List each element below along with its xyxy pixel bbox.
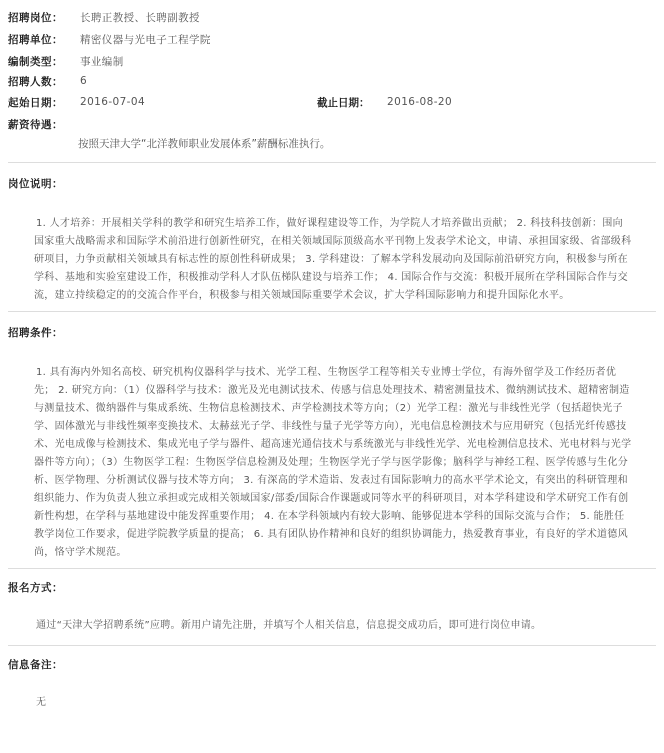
field-type [8,50,664,72]
field-unit [8,28,664,50]
type-label: 编制类型： [8,55,63,68]
requirements-text: 1. 具有海内外知名高校、研究机构仪器科学与技术、光学工程、生物医学工程等相关专业博士学位，有海外留学及工作经历者优先； 2. 研究方向：（1）仪器科学与技术：激光及光电测试技术、传感与信息处理技术、精密测量技术、微纳测试技术、超精密制造与测量技术、微纳器件与集成系统、生物信息检测技术、声学检测技术等方向；（2）光学工程：激光与非线性光学（包括超快光子学、固体激光与非线性频率变换技术、太赫兹光子学、非线性与量子光学等方向），光电信息检测技术与应用研究（包括光纤传感技术、光电成像与检测技术、集成光电子学与器件、超高速光通信技术与系统激光与非线性光学、光电检测信息技术、光电材料与光学器件等方向）；（3）生物医学工程：生物医学信息检测及处理；生物医学光子学与医学影像；脑科学与神经工程、医学传感与生化分析、医学物理、分析测试仪器与技术等方向； 3. 有深高的学术造诣、发表过有国际影响力的高水平学术论文，有突出的科研管理和组织能力、作为负责人独立承担或完成相关领域国家/部委/国际合作课题或同等水平的科研项目，对本学科建设和学术研究工作有创新性构想，在学科与基地建设中能发挥重要作用； 4. 在本学科领域内有较大影响、能够促进本学科的国际交流与合作； 5. 能胜任教学岗位工作要求，促进学院教学质量的提高； 6. 具有团队协作精神和良好的组织协调能力，热爱教育事业，有良好的学术道德风尚，恪守学术规范。 [34,367,632,558]
field-position [8,6,664,28]
apply-text: 通过“天津大学招聘系统”应聘。新用户请先注册，并填写个人相关信息，信息提交成功后，即可进行岗位申请。 [36,620,542,631]
start-label: 起始日期： [8,96,63,109]
unit-value: 精密仪器与光电子工程学院 [80,33,211,46]
salary-label: 薪资待遇： [8,118,63,131]
salary-value: 按照天津大学“北洋教师职业发展体系”薪酬标准执行。 [78,138,331,150]
duties-title: 岗位说明： [8,178,63,190]
notes-text: 无 [36,697,47,708]
field-salary [8,114,664,134]
start-value: 2016-07-04 [80,96,146,108]
end-value: 2016-08-20 [387,96,453,108]
count-value: 6 [80,75,88,87]
requirements-title: 招聘条件： [8,327,63,339]
type-value: 事业编制 [80,55,124,68]
duties-text: 1. 人才培养：开展相关学科的教学和研究生培养工作，做好课程建设等工作，为学院人才培养做出贡献； 2. 科技科技创新：围向国家重大战略需求和国际学术前沿进行创新性研究，在相关领域国际顶级高水平刊物上发表学术论文，申请、承担国家级、省部级科研项目，力争贡献相关领域具有标志性的原创性科研成果； 3. 学科建设：了解本学科发展动向及国际前沿研究方向，积极参与所在学科、基地和实验室建设工作，积极推动学科人才队伍梯队建设与培养工作； 4. 国际合作与交流：积极开展所在学科国际合作与交流，建立持续稳定的的交流合作平台，积极参与相关领域国际重要学术会议，扩大学科国际影响力和提升国际化水平。 [34,218,632,301]
end-label: 截止日期： [317,96,370,109]
unit-label: 招聘单位： [8,33,63,46]
count-label: 招聘人数： [8,75,63,88]
field-count [8,72,664,90]
apply-title: 报名方式： [8,582,63,594]
notes-title: 信息备注： [8,659,63,671]
field-dates [8,90,664,114]
position-value: 长聘正教授、长聘副教授 [80,11,200,24]
position-label: 招聘岗位： [8,11,63,24]
